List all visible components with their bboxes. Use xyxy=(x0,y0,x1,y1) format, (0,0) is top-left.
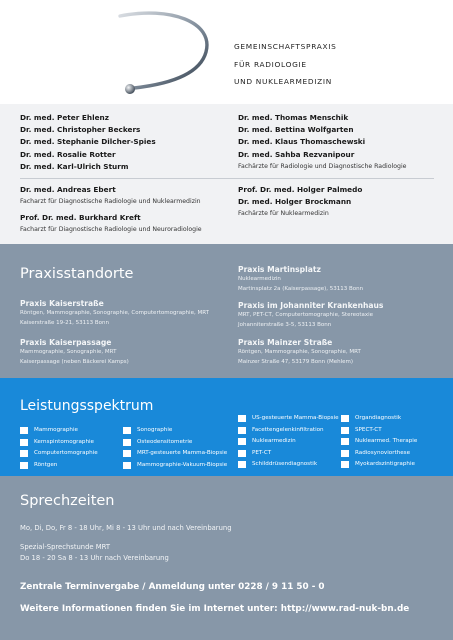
special-hours-times: Do 18 - 20 Sa 8 - 13 Uhr nach Vereinbarung xyxy=(20,554,169,562)
practice-logo-icon xyxy=(110,4,220,102)
location-johanniter xyxy=(238,300,383,330)
location-services: Nuklearmedizin xyxy=(238,276,281,282)
service-item: Nuklearmed. Therapie xyxy=(341,436,417,448)
location-name: Praxis Mainzer Straße xyxy=(238,338,333,347)
services-title: Leistungsspektrum xyxy=(20,398,154,414)
service-item: Kernspintomographie xyxy=(20,437,98,449)
checkbox-icon xyxy=(341,438,349,445)
service-item: Myokardszintigraphie xyxy=(341,459,417,471)
doctor-name: Dr. med. Thomas Menschik xyxy=(238,113,349,122)
appointment-phone: Zentrale Terminvergabe / Anmeldung unter 0228 / 9 11 50 - 0 xyxy=(20,582,325,592)
checkbox-icon xyxy=(20,450,28,457)
checkbox-icon xyxy=(238,438,246,445)
location-mainzer xyxy=(238,337,361,367)
checkbox-icon xyxy=(238,415,246,422)
service-item: Schilddrüsendiagnostik xyxy=(238,459,339,471)
service-item: Mammographie xyxy=(20,425,98,437)
service-item: MRT-gesteuerte Mamma-Biopsie xyxy=(123,448,227,460)
checkbox-icon xyxy=(341,415,349,422)
service-item: SPECT-CT xyxy=(341,425,417,437)
services-column-1 xyxy=(20,425,98,471)
doctors-section xyxy=(0,104,453,244)
doctor-name: Dr. med. Stephanie Dilcher-Spies xyxy=(20,137,156,147)
location-kaiserstrasse xyxy=(20,298,209,328)
service-item: Facettengelenkinfiltration xyxy=(238,425,339,437)
location-services: Röntgen, Mammographie, Sonographie, MRT xyxy=(238,349,361,355)
checkbox-icon xyxy=(238,461,246,468)
service-item: Computertomographie xyxy=(20,448,98,460)
service-item: PET-CT xyxy=(238,448,339,460)
hours-title: Sprechzeiten xyxy=(20,493,115,509)
location-name: Praxis Kaiserstraße xyxy=(20,299,104,308)
location-kaiserpassage xyxy=(20,337,129,367)
locations-title: Praxisstandorte xyxy=(20,266,134,282)
header xyxy=(0,0,453,104)
checkbox-icon xyxy=(238,427,246,434)
location-services: Röntgen, Mammographie, Sonographie, Computertomographie, MRT xyxy=(20,310,209,316)
checkbox-icon xyxy=(20,427,28,434)
checkbox-icon xyxy=(341,427,349,434)
doctors-left-group-1 xyxy=(20,112,156,173)
service-item: Radiosynoviorthese xyxy=(341,448,417,460)
checkbox-icon xyxy=(238,450,246,457)
doctor-name: Dr. med. Rosalie Rotter xyxy=(20,149,116,159)
doctors-right-group-1 xyxy=(238,112,407,172)
checkbox-icon xyxy=(20,462,28,469)
location-services: Mammographie, Sonographie, MRT xyxy=(20,349,117,355)
practice-name-line1: GEMEINSCHAFTSPRAXIS xyxy=(234,42,337,51)
checkbox-icon xyxy=(341,450,349,457)
hours-section xyxy=(0,476,453,640)
practice-name xyxy=(234,38,337,91)
location-martinsplatz xyxy=(238,264,363,294)
services-column-4 xyxy=(341,413,417,471)
service-item: Mammographie-Vakuum-Biopsie xyxy=(123,460,227,472)
specialty-note: Facharzt für Diagnostische Radiologie und Neuroradiologie xyxy=(20,226,202,234)
website-link[interactable]: Weitere Informationen finden Sie im Internet unter: http://www.rad-nuk-bn.de xyxy=(20,604,410,614)
doctor-name: Dr. med. Holger Brockmann xyxy=(238,197,352,207)
practice-name-line3: UND NUKLEARMEDIZIN xyxy=(234,77,333,86)
doctor-name: Prof. Dr. med. Holger Palmedo xyxy=(238,185,363,194)
specialty-note: Fachärzte für Radiologie und Diagnostische Radiologie xyxy=(238,162,407,170)
checkbox-icon xyxy=(20,439,28,446)
special-hours-label: Spezial-Sprechstunde MRT xyxy=(20,543,110,551)
services-section xyxy=(0,378,453,476)
location-name: Praxis Kaiserpassage xyxy=(20,338,112,347)
service-item: Osteodensitometrie xyxy=(123,437,227,449)
location-address: Johanniterstraße 3-5, 53113 Bonn xyxy=(238,321,332,328)
doctor-name: Dr. med. Peter Ehlenz xyxy=(20,113,109,122)
service-item: Sonographie xyxy=(123,425,227,437)
location-address: Mainzer Straße 47, 53179 Bonn (Mehlem) xyxy=(238,358,354,365)
specialty-note: Facharzt für Diagnostische Radiologie und Nuklearmedizin xyxy=(20,198,201,206)
service-item: Röntgen xyxy=(20,460,98,472)
doctors-right-group-2 xyxy=(238,184,362,219)
checkbox-icon xyxy=(123,439,131,446)
practice-name-line2: FÜR RADIOLOGIE xyxy=(234,59,307,69)
location-name: Praxis im Johanniter Krankenhaus xyxy=(238,301,384,310)
doctor-name: Dr. med. Bettina Wolfgarten xyxy=(238,125,354,135)
regular-hours: Mo, Di, Do, Fr 8 - 18 Uhr, Mi 8 - 13 Uhr und nach Vereinbarung xyxy=(20,524,232,532)
checkbox-icon xyxy=(123,427,131,434)
doctor-name: Prof. Dr. med. Burkhard Kreft xyxy=(20,213,141,223)
locations-section xyxy=(0,244,453,378)
specialty-note: Fachärzte für Nuklearmedizin xyxy=(238,210,329,218)
doctor-name: Dr. med. Klaus Thomaschewski xyxy=(238,137,366,147)
services-column-2 xyxy=(123,425,227,471)
service-item: Nuklearmedizin xyxy=(238,436,339,448)
location-services: MRT, PET-CT, Computertomographie, Stereotaxie xyxy=(238,312,374,318)
checkbox-icon xyxy=(123,462,131,469)
location-address: Kaiserpassage (neben Bäckerei Kamps) xyxy=(20,358,129,365)
doctors-divider xyxy=(20,178,434,179)
doctor-name: Dr. med. Christopher Beckers xyxy=(20,125,141,135)
checkbox-icon xyxy=(341,461,349,468)
service-item: Organdiagnostik xyxy=(341,413,417,425)
location-address: Martinsplatz 2a (Kaiserpassage), 53113 Bonn xyxy=(238,285,364,292)
doctors-left-group-2 xyxy=(20,184,202,235)
location-address: Kaiserstraße 19-21, 53113 Bonn xyxy=(20,319,110,326)
services-column-3 xyxy=(238,413,339,471)
service-item: US-gesteuerte Mamma-Biopsie xyxy=(238,413,339,425)
doctor-name: Dr. med. Sahba Rezvanipour xyxy=(238,149,355,159)
location-name: Praxis Martinsplatz xyxy=(238,265,321,274)
doctor-name: Dr. med. Andreas Ebert xyxy=(20,185,116,194)
doctor-name: Dr. med. Karl-Ulrich Sturm xyxy=(20,161,129,171)
checkbox-icon xyxy=(123,450,131,457)
